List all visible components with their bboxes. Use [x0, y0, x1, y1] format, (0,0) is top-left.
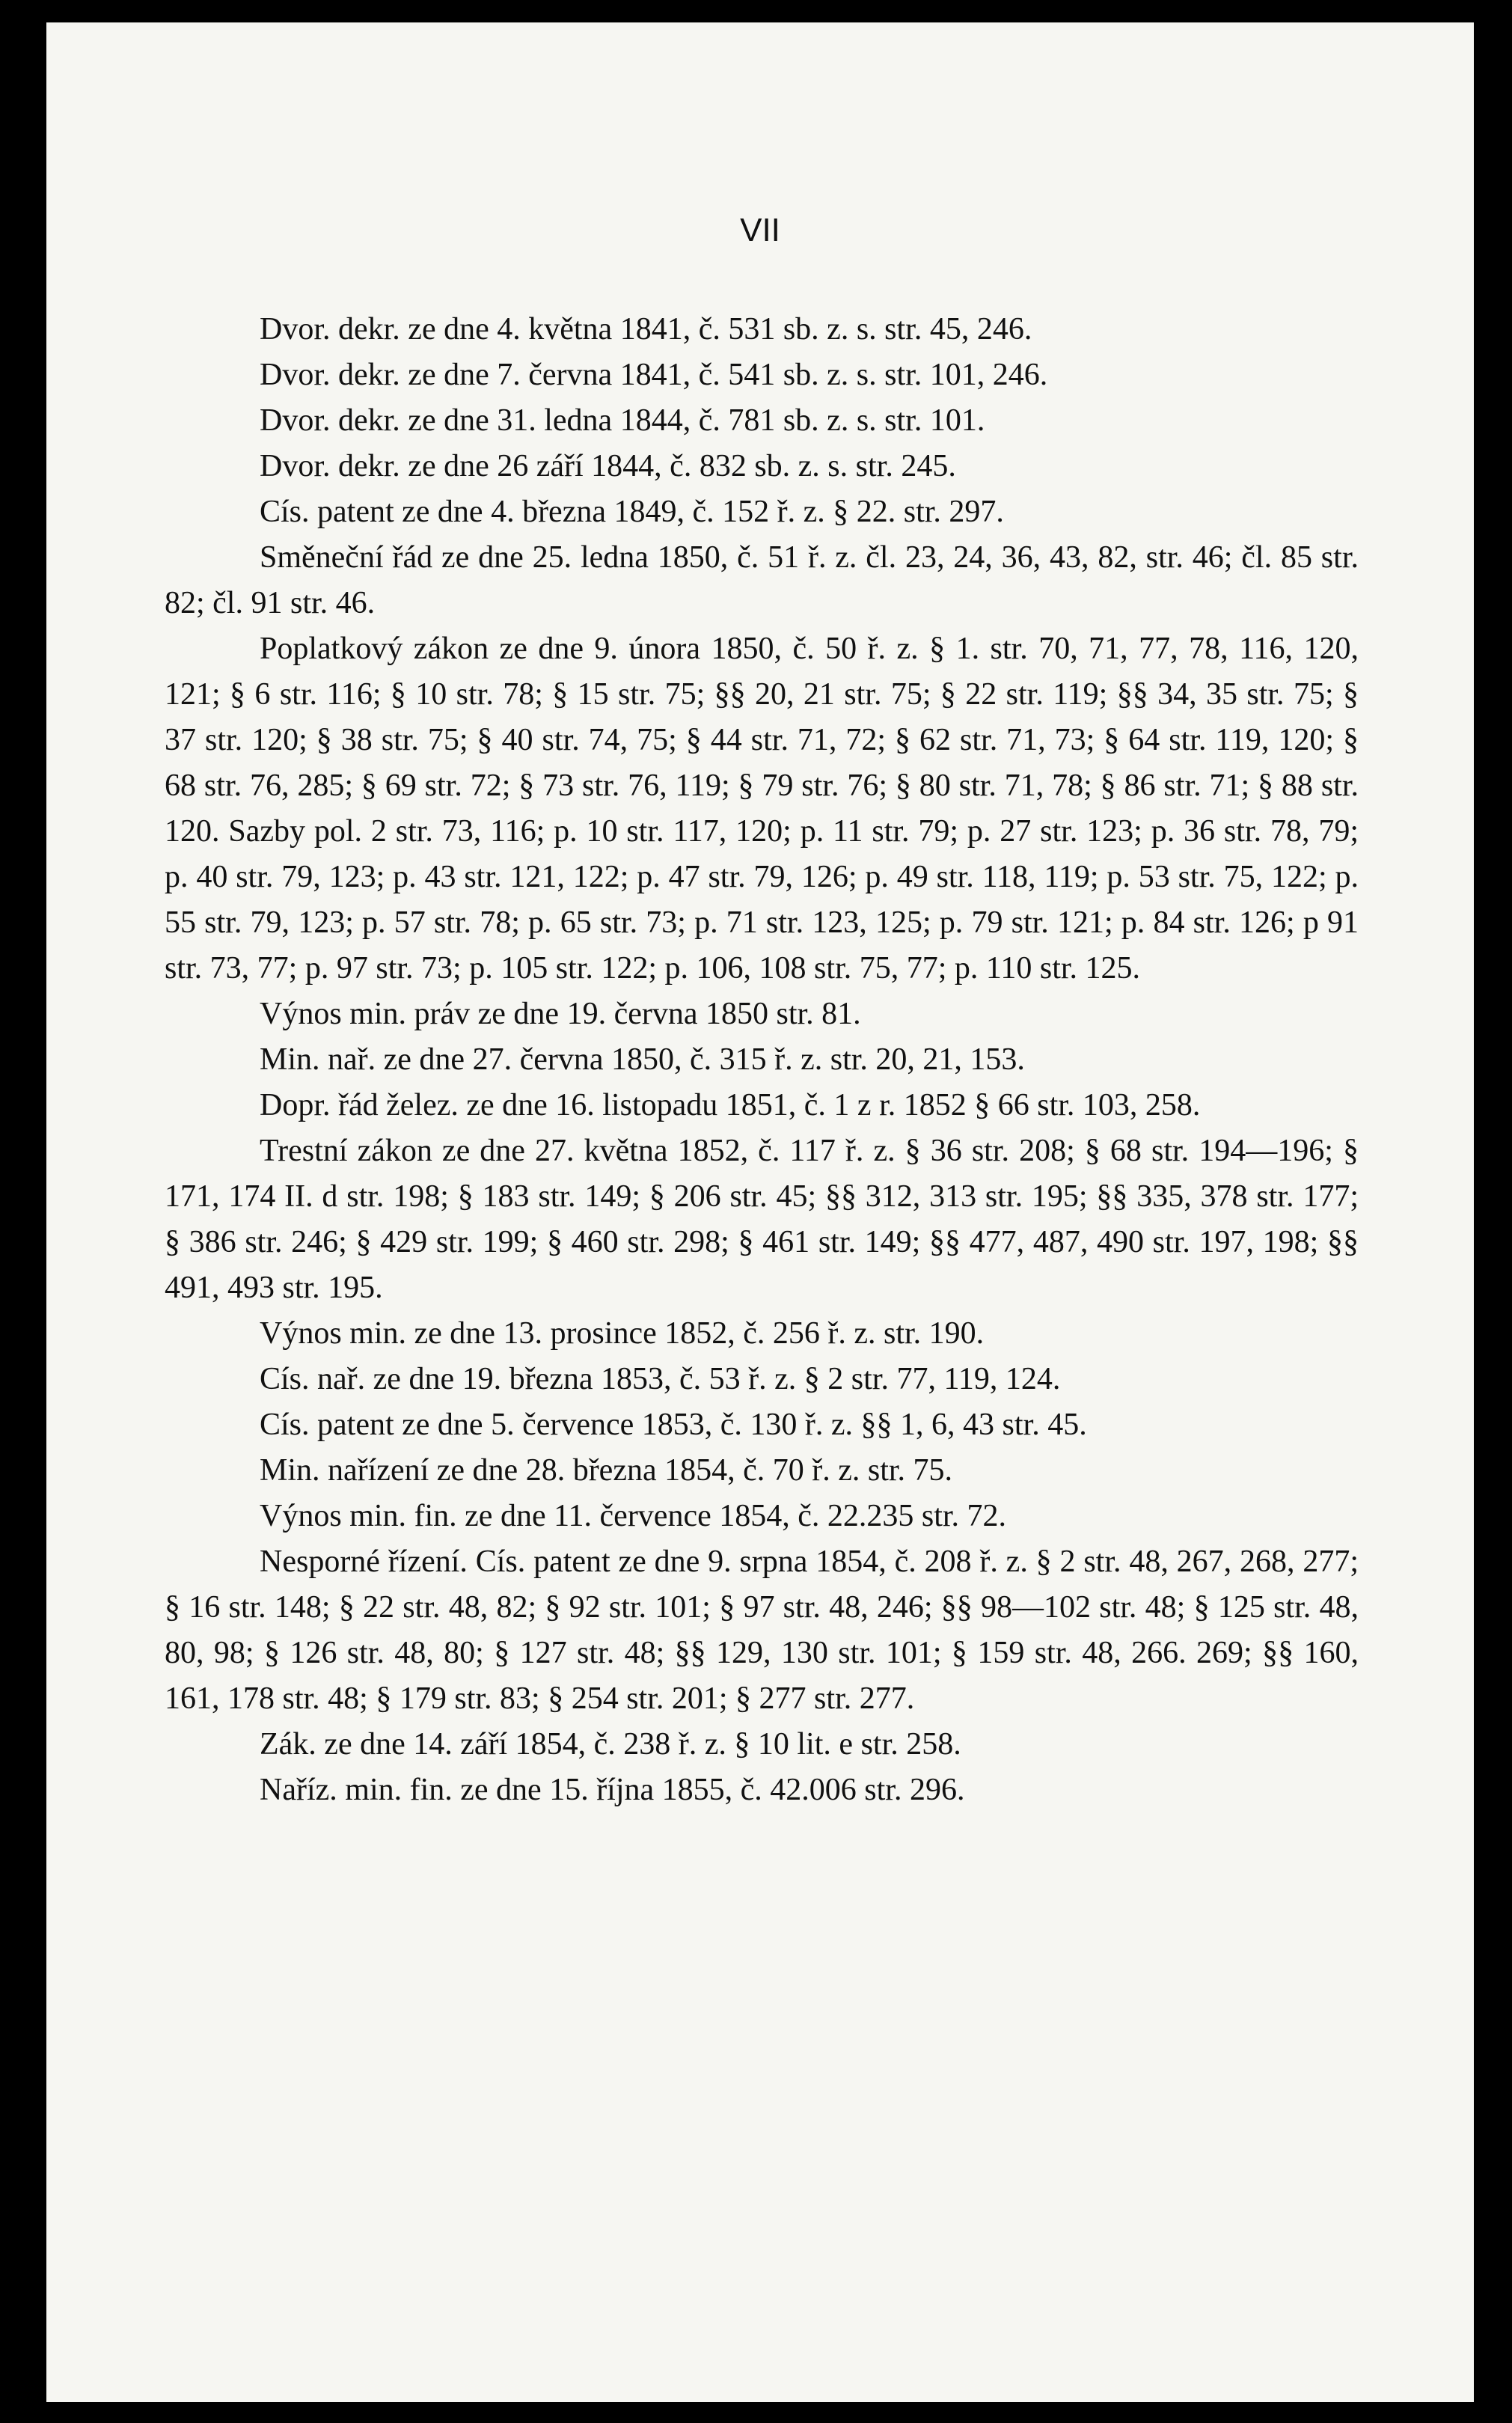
index-entry: Výnos min. fin. ze dne 11. července 1854, č. 22.235 str. 72.	[260, 1499, 1007, 1533]
index-entry: Poplatkový zákon ze dne 9. února 1850, č. 50 ř. z. § 1. str. 70, 71, 77, 78, 116, 120, 121; § 6 str. 116; § 10 str. 78; § 15 str. 75; §§ 20, 21 str. 75; § 22 str. 119; §§ 34, 35 str. 75; § 37 str. 120; § 38 str. 75; § 40 str. 74, 75; § 44 str. 71, 72; § 62 str. 71, 73; § 64 str. 119, 120; § 68 str. 76, 285; § 69 str. 72; § 73 str. 76, 119; § 79 str. 76; § 80 str. 71, 78; § 86 str. 71; § 88 str. 120. Sazby pol. 2 str. 73, 116; p. 10 str. 117, 120; p. 11 str. 79; p. 27 str. 123; p. 36 str. 78, 79; p. 40 str. 79, 123; p. 43 str. 121, 122; p. 47 str. 79, 126; p. 49 str. 118, 119; p. 53 str. 75, 122; p. 55 str. 79, 123; p. 57 str. 78; p. 65 str. 73; p. 71 str. 123, 125; p. 79 str. 121; p. 84 str. 126; p 91 str. 73, 77; p. 97 str. 73; p. 105 str. 122; p. 106, 108 str. 75, 77; p. 110 str. 125.	[165, 632, 1359, 986]
index-entry: Min. nařízení ze dne 28. března 1854, č. 70 ř. z. str. 75.	[260, 1453, 953, 1488]
index-entry: Nesporné řízení. Cís. patent ze dne 9. srpna 1854, č. 208 ř. z. § 2 str. 48, 267, 268, 277; § 16 str. 148; § 22 str. 48, 82; § 92 str. 101; § 97 str. 48, 246; §§ 98—102 str. 48; § 125 str. 48, 80, 98; § 126 str. 48, 80; § 127 str. 48; §§ 129, 130 str. 101; § 159 str. 48, 266. 269; §§ 160, 161, 178 str. 48; § 179 str. 83; § 254 str. 201; § 277 str. 277.	[165, 1544, 1359, 1716]
book-page	[46, 22, 1474, 2402]
index-entry: Dvor. dekr. ze dne 31. ledna 1844, č. 781 sb. z. s. str. 101.	[260, 403, 985, 438]
index-entries	[165, 307, 1359, 1813]
page-number: VII	[740, 212, 780, 248]
index-entry: Zák. ze dne 14. září 1854, č. 238 ř. z. § 10 lit. e str. 258.	[260, 1727, 961, 1762]
index-entry: Výnos min. ze dne 13. prosince 1852, č. 256 ř. z. str. 190.	[260, 1316, 985, 1351]
index-entry: Dvor. dekr. ze dne 4. května 1841, č. 531 sb. z. s. str. 45, 246.	[260, 312, 1032, 346]
index-entry: Směneční řád ze dne 25. ledna 1850, č. 51 ř. z. čl. 23, 24, 36, 43, 82, str. 46; čl. 85 str. 82; čl. 91 str. 46.	[165, 540, 1359, 620]
index-entry: Naříz. min. fin. ze dne 15. října 1855, č. 42.006 str. 296.	[260, 1773, 965, 1807]
index-entry: Cís. patent ze dne 5. července 1853, č. 130 ř. z. §§ 1, 6, 43 str. 45.	[260, 1408, 1087, 1442]
index-entry: Výnos min. práv ze dne 19. června 1850 str. 81.	[260, 997, 861, 1031]
index-entry: Cís. patent ze dne 4. března 1849, č. 152 ř. z. § 22. str. 297.	[260, 495, 1004, 529]
index-entry: Dopr. řád želez. ze dne 16. listopadu 1851, č. 1 z r. 1852 § 66 str. 103, 258.	[260, 1088, 1201, 1122]
index-entry: Dvor. dekr. ze dne 26 září 1844, č. 832 sb. z. s. str. 245.	[260, 449, 956, 483]
index-entry: Trestní zákon ze dne 27. května 1852, č. 117 ř. z. § 36 str. 208; § 68 str. 194—196; § 171, 174 II. d str. 198; § 183 str. 149; § 206 str. 45; §§ 312, 313 str. 195; §§ 335, 378 str. 177; § 386 str. 246; § 429 str. 199; § 460 str. 298; § 461 str. 149; §§ 477, 487, 490 str. 197, 198; §§ 491, 493 str. 195.	[165, 1134, 1359, 1305]
index-entry: Cís. nař. ze dne 19. března 1853, č. 53 ř. z. § 2 str. 77, 119, 124.	[260, 1362, 1061, 1396]
index-entry: Dvor. dekr. ze dne 7. června 1841, č. 541 sb. z. s. str. 101, 246.	[260, 358, 1048, 392]
index-entry: Min. nař. ze dne 27. června 1850, č. 315 ř. z. str. 20, 21, 153.	[260, 1042, 1025, 1077]
